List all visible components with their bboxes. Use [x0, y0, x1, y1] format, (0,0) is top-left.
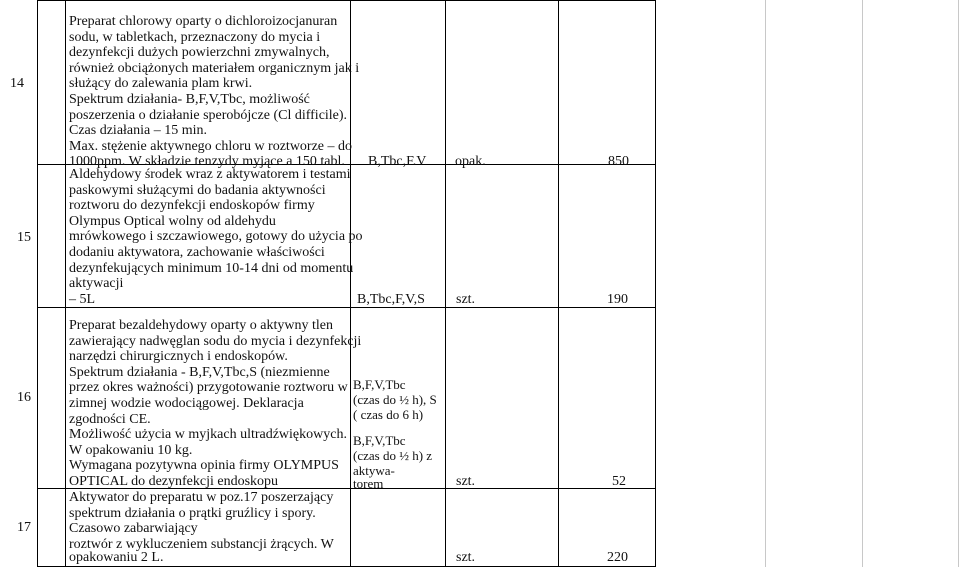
description-line: Olympus Optical wolny od aldehydu: [69, 213, 276, 229]
description-line: Max. stężenie aktywnego chloru w roztworze – do: [69, 138, 353, 154]
spectrum-line: (czas do ½ h), S: [353, 392, 437, 407]
quantity-cell: 190: [607, 291, 628, 307]
description-line: sodu, w tabletkach, przeznaczony do mycia i: [69, 29, 321, 45]
description-line: Aldehydowy środek wraz z aktywatorem i testami: [69, 167, 351, 182]
quantity-cell: 850: [608, 154, 629, 170]
description-line: Aktywator do preparatu w poz.17 poszerzający: [69, 490, 334, 505]
quantity-cell: 52: [612, 474, 626, 489]
spectrum-line: (czas do ½ h) z: [353, 448, 433, 463]
unit-cell: szt.: [456, 550, 476, 565]
description-line: Wymagana pozytywna opinia firmy OLYMPUS: [69, 458, 339, 474]
column-border: [445, 0, 446, 567]
spectrum-line: torem: [353, 476, 384, 491]
row-number: 15: [17, 230, 31, 245]
column-border: [37, 0, 38, 567]
row-number: 14: [10, 76, 24, 91]
spectrum-line: B,F,V,Tbc: [353, 433, 406, 448]
description-line: – 5L: [69, 291, 96, 307]
description-line: Spektrum działania - B,F,V,Tbc,S (niezmienne: [69, 364, 330, 380]
row-border: [37, 307, 655, 308]
description-line: przez okres ważności) przygotowanie roztworu w: [69, 380, 348, 396]
spectrum-line: ( czas do 6 h): [353, 407, 424, 422]
description-line: zawierający nadwęglan sodu do mycia i dezynfekcji: [69, 333, 362, 349]
row-number: 17: [17, 520, 31, 535]
description-line: służący do zalewania plam krwi.: [69, 76, 253, 92]
description-line: Czasowo zabarwiający: [69, 521, 198, 537]
description-line: Możliwość użycia w myjkach ultradźwiękowych.: [69, 427, 347, 443]
description-line: zgodności CE.: [69, 411, 151, 427]
description-line: OPTICAL do dezynfekcji endoskopu: [69, 474, 279, 489]
description-line: opakowaniu 2 L.: [69, 550, 164, 565]
column-border: [958, 0, 959, 567]
description-line: paskowymi służącymi do badania aktywności: [69, 182, 326, 198]
column-border: [655, 0, 656, 567]
quantity-cell: 220: [607, 550, 628, 565]
column-border: [765, 0, 766, 567]
description-line: Spektrum działania- B,F,V,Tbc, możliwość: [69, 92, 310, 107]
description-line: również obciążonych materiałem organicznym jak i: [69, 60, 360, 76]
description-line: W opakowaniu 10 kg.: [69, 442, 193, 458]
description-line: spektrum działania o prątki gruźlicy i spory.: [69, 505, 316, 521]
column-border: [65, 0, 66, 567]
description-line: dezynfekujących minimum 10-14 dni od momentu: [69, 260, 354, 276]
column-border: [558, 0, 559, 567]
description-line: dezynfekcji dużych powierzchni zmywalnych,: [69, 45, 330, 61]
spectrum-cell: B,Tbc,F,V,S: [357, 291, 425, 307]
description-line: zimnej wodzie wodociągowej. Deklaracja: [69, 396, 304, 411]
description-line: roztworu do dezynfekcji endoskopów firmy: [69, 198, 315, 214]
row-number: 16: [17, 390, 31, 405]
description-line: dodaniu aktywatora, zachowanie właściwości: [69, 245, 325, 260]
description-line: 1000ppm. W składzie tenzydy myjące a 150 tabl.: [69, 154, 345, 170]
spectrum-line: aktywa-: [353, 463, 395, 478]
column-border: [350, 0, 351, 567]
description-line: narzędzi chirurgicznych i endoskopów.: [69, 349, 288, 365]
spectrum-line: B,F,V,Tbc: [353, 377, 406, 392]
row-border: [37, 0, 655, 1]
description-line: aktywacji: [69, 276, 124, 292]
unit-cell: szt.: [456, 474, 476, 489]
column-border: [862, 0, 863, 567]
unit-cell: opak.: [455, 154, 486, 170]
unit-cell: szt.: [456, 291, 476, 307]
description-line: Czas działania – 15 min.: [69, 123, 208, 139]
description-line: poszerzenia o działanie sperobójcze (Cl difficile).: [69, 107, 348, 123]
description-line: Preparat bezaldehydowy oparty o aktywny tlen: [69, 318, 333, 333]
description-line: roztwór z wykluczeniem substancji żrących. W: [69, 536, 334, 552]
description-line: mrówkowego i szczawiowego, gotowy do użycia po: [69, 229, 363, 245]
spectrum-cell: B,Tbc,F.V: [368, 154, 427, 170]
description-line: Preparat chlorowy oparty o dichloroizocjanuran: [69, 14, 338, 29]
